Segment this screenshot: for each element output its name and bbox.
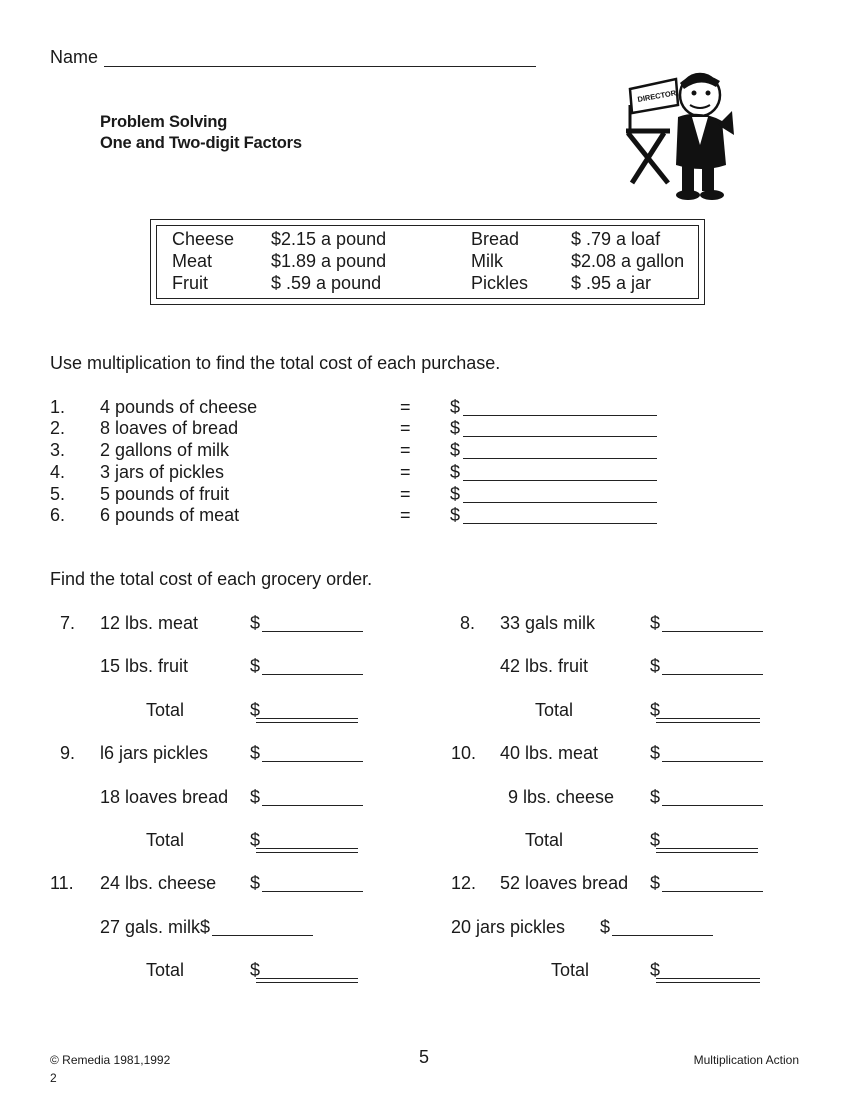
order-item: 40 lbs. meat (500, 743, 599, 763)
problem-number: 1. (50, 397, 66, 417)
answer-blank[interactable] (612, 935, 713, 936)
equals-sign: = (400, 418, 411, 438)
answer-blank[interactable] (262, 891, 363, 892)
price-item: Fruit (172, 273, 208, 293)
order-number: 8. (460, 613, 476, 633)
problem-number: 4. (50, 462, 66, 482)
answer-blank[interactable] (262, 674, 363, 675)
dollar-sign: $ (650, 787, 661, 807)
price-item: Pickles (471, 273, 529, 293)
answer-blank[interactable] (662, 805, 763, 806)
problem-text: 8 loaves of bread (100, 418, 239, 438)
dollar-sign: $ (250, 700, 261, 720)
price-item: Cheese (172, 229, 235, 249)
answer-blank[interactable] (662, 631, 763, 632)
section1-instruction: Use multiplication to find the total cost of each purchase. (50, 353, 501, 373)
price-value: $ .79 a loaf (571, 229, 661, 249)
answer-blank[interactable] (662, 674, 763, 675)
dollar-sign: $ (650, 700, 661, 720)
total-label: Total (146, 830, 185, 850)
dollar-sign: $ (450, 462, 461, 482)
order-item: 20 jars pickles (451, 917, 566, 937)
total-label: Total (146, 700, 185, 720)
dollar-sign: $ (250, 873, 261, 893)
total-label: Total (146, 960, 185, 980)
equals-sign: = (400, 505, 411, 525)
total-blank[interactable] (256, 718, 358, 723)
order-item: 42 lbs. fruit (500, 656, 589, 676)
price-value: $2.15 a pound (271, 229, 387, 249)
equals-sign: = (400, 462, 411, 482)
order-number: 11. (50, 873, 74, 893)
name-field[interactable] (104, 66, 536, 67)
dollar-sign: $ (450, 484, 461, 504)
problem-number: 6. (50, 505, 66, 525)
dollar-sign: $ (250, 960, 261, 980)
total-label: Total (551, 960, 590, 980)
answer-blank[interactable] (463, 458, 657, 459)
copyright-sub: 2 (50, 1071, 57, 1085)
total-blank[interactable] (256, 848, 358, 853)
dollar-sign: $ (450, 418, 461, 438)
director-clipart (618, 65, 736, 203)
dollar-sign: $ (650, 873, 661, 893)
equals-sign: = (400, 397, 411, 417)
order-item: 27 gals. milk (100, 917, 201, 937)
dollar-sign: $ (650, 830, 661, 850)
dollar-sign: $ (650, 656, 661, 676)
dollar-sign: $ (200, 917, 211, 937)
book-title: Multiplication Action (693, 1053, 799, 1067)
problem-text: 6 pounds of meat (100, 505, 240, 525)
answer-blank[interactable] (463, 436, 657, 437)
dollar-sign: $ (250, 830, 261, 850)
total-label: Total (535, 700, 574, 720)
problem-number: 5. (50, 484, 66, 504)
order-item: 33 gals milk (500, 613, 596, 633)
order-item: 9 lbs. cheese (508, 787, 615, 807)
answer-blank[interactable] (212, 935, 313, 936)
copyright: © Remedia 1981,1992 (50, 1053, 171, 1067)
price-value: $ .95 a jar (571, 273, 652, 293)
order-number: 10. (451, 743, 477, 763)
price-item: Bread (471, 229, 520, 249)
total-blank[interactable] (656, 848, 758, 853)
order-item: 15 lbs. fruit (100, 656, 189, 676)
dollar-sign: $ (250, 613, 261, 633)
problem-number: 2. (50, 418, 66, 438)
problem-text: 3 jars of pickles (100, 462, 225, 482)
total-blank[interactable] (256, 978, 358, 983)
dollar-sign: $ (250, 743, 261, 763)
page-number: 5 (419, 1047, 430, 1067)
price-item: Milk (471, 251, 503, 271)
dollar-sign: $ (650, 960, 661, 980)
dollar-sign: $ (450, 440, 461, 460)
answer-blank[interactable] (262, 631, 363, 632)
order-number: 12. (451, 873, 477, 893)
answer-blank[interactable] (463, 415, 657, 416)
answer-blank[interactable] (463, 523, 657, 524)
problem-text: 4 pounds of cheese (100, 397, 258, 417)
order-number: 9. (60, 743, 76, 763)
problem-text: 2 gallons of milk (100, 440, 230, 460)
order-item: l6 jars pickles (100, 743, 209, 763)
name-label: Name (50, 47, 99, 67)
total-label: Total (525, 830, 564, 850)
dollar-sign: $ (450, 397, 461, 417)
order-item: 52 loaves bread (500, 873, 629, 893)
price-value: $1.89 a pound (271, 251, 387, 271)
answer-blank[interactable] (662, 891, 763, 892)
dollar-sign: $ (250, 787, 261, 807)
answer-blank[interactable] (662, 761, 763, 762)
order-item: 24 lbs. cheese (100, 873, 217, 893)
dollar-sign: $ (450, 505, 461, 525)
equals-sign: = (400, 484, 411, 504)
answer-blank[interactable] (463, 502, 657, 503)
total-blank[interactable] (656, 978, 760, 983)
order-number: 7. (60, 613, 76, 633)
section2-instruction: Find the total cost of each grocery order. (50, 569, 373, 589)
price-item: Meat (172, 251, 213, 271)
problem-number: 3. (50, 440, 66, 460)
answer-blank[interactable] (463, 480, 657, 481)
answer-blank[interactable] (262, 805, 363, 806)
order-item: 18 loaves bread (100, 787, 229, 807)
director-sign-text: DIRECTOR (636, 88, 677, 104)
equals-sign: = (400, 440, 411, 460)
dollar-sign: $ (250, 656, 261, 676)
price-value: $ .59 a pound (271, 273, 382, 293)
page-title: Problem Solving (100, 113, 228, 131)
order-item: 12 lbs. meat (100, 613, 199, 633)
problem-text: 5 pounds of fruit (100, 484, 230, 504)
dollar-sign: $ (600, 917, 611, 937)
total-blank[interactable] (656, 718, 760, 723)
dollar-sign: $ (650, 743, 661, 763)
answer-blank[interactable] (262, 761, 363, 762)
price-value: $2.08 a gallon (571, 251, 685, 271)
page-subtitle: One and Two-digit Factors (100, 134, 302, 152)
dollar-sign: $ (650, 613, 661, 633)
